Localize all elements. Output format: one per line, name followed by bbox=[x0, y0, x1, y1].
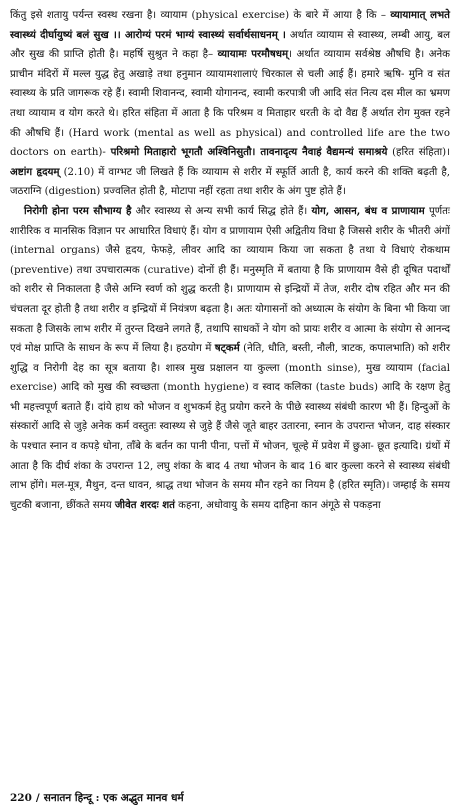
text-run: अर्थात व्यायाम से स्वास्थ्य, लम्बी आयु, बल और सुख की प्राप्ति होती है। महर्षि सुश्रुत ने कहा है– bbox=[10, 29, 450, 61]
text-run: कहना, अधोवायु के समय दाहिना कान अंगूठे से पकड़ना bbox=[174, 499, 381, 511]
text-run: (नेति, धौति, बस्ती, नौली, त्राटक, कपालभाति) को शरीर शुद्धि व निरोगी देह का सूत्र बताया है। शास्त्र मुख प्रक्षालन या कुल्ला (month sinse), मुख व्यायाम (facial exercise) आदि को मुख की स्वच्छता (month hygiene) व स्वाद कलिका (taste buds) आदि के रक्षण हेतु भी महत्त्वपूर्ण बताते हैं। दांये हाथ को भोजन व शुभकर्म हेतु प्रयोग करने के पीछे स्वास्थ्य संबंधी कारण भी हैं। हिन्दुओं के संस्कारों आदि से जुड़े अनेक कर्म वस्तुतः स्वास्थ्य से जुड़े हैं जैसे जूते बाहर उतारना, स्नान के उपरान्त भोजन, दाह संस्कार के पश्चात स्नान व कपड़े धोना, ताँबे के बर्तन का पानी पीना, पत्तों में भोजन, चूल्हे में प्रवेश में छुआ- छूत इत्यादि। ग्रंथों में आता है कि दीर्घ शंका के उपरान्त 12, लघु शंका के बाद 4 तथा भोजन के बाद 16 बार कुल्ला करने से स्वास्थ्य संबंधी लाभ होंगे। मल-मूत्र, मैथुन, दन्त धावन, श्राद्ध तथा भोजन के समय मौन रहने का नियम है (हरित स्मृति)। जम्हाई के समय चुटकी बजाना, छींकते समय bbox=[10, 343, 450, 511]
text-run: पूर्णतः शारीरिक व मानसिक विज्ञान पर आधारित विधाएं हैं। योग व प्राणायाम ऐसी अद्वितीय विधा है जिससे शरीर के भीतरी अंगों (internal organs) जैसे हृदय, फेफड़े, लीवर आदि का व्यायाम किया जा सकता है तथा ये विधाएं रोकथाम (preventive) तथा उपचारात्मक (curative) दोनों ही हैं। मनुस्मृति में बताया है कि प्राणायाम वैसे ही दूषित पदार्थों को शरीर से निकालता है जैसे अग्नि स्वर्ण को शुद्ध करती है। प्राणायाम से इन्द्रियों में तेज, शरीर दोष रहित और मन की चंचलता दूर होती है तथा शरीर व इन्द्रियों में नियंत्रण बढ़ता है। अतः योगासनों को अध्यात्म के संयोग के बिना भी किया जा सकता है जिसके लाभ शरीर में तुरन्त दिखने लगते हैं, तथापि साधकों ने योग को प्रायः शरीर व आत्मा के संयोग से आनन्द एवं मोक्ष प्राप्ति के साधन के रूप में लिया है। हठयोग में bbox=[10, 205, 450, 355]
bold-phrase: षट्कर्म bbox=[214, 342, 240, 355]
bold-phrase: परिश्रमो मिताहारो भूगतौ अश्विनिसुतौ। तावनादृत्य नैवाहं वैद्यमन्यं समाश्रये bbox=[110, 146, 388, 159]
text-run: किंतु इसे शतायु पर्यन्त स्वस्थ रखना है। व्यायाम (physical exercise) के बारे में आया है कि – bbox=[10, 10, 391, 21]
footer-separator: / bbox=[35, 792, 40, 804]
bold-phrase: अष्टांग हृदयम् bbox=[10, 165, 60, 178]
page-footer bbox=[10, 791, 184, 805]
bold-phrase: व्यायामात् लभते स्वास्थ्यं दीर्घायुष्यं बलं सुख ।। आरोग्यं परमं भाग्यं स्वास्थ्यं सर्वार्थसाधनम् । bbox=[10, 9, 450, 41]
text-run: और स्वास्थ्य से अन्य सभी कार्य सिद्ध होते हैं। bbox=[131, 205, 312, 217]
text-run: (हरित संहिता)। bbox=[387, 147, 450, 159]
bold-phrase: जीवेत शरदः शतं bbox=[114, 498, 175, 511]
paragraph-exercise bbox=[10, 6, 450, 202]
text-run: । अर्थात व्यायाम सर्वश्रेष्ठ औषधि है। अनेक प्राचीन मंदिरों में मल्ल युद्ध हेतु अखाड़े तथा हनुमान व्यायामशालाएं चिरकाल से चली आई हैं। हमारे ऋषि- मुनि व संत स्वास्थ्य के प्रति जागरूक रहे हैं। स्वामी शिवानन्द, स्वामी योगानन्द, स्वामी करपात्री जी आदि संत नित्य दस मील का भ्रमण तथा व्यायाम व योग करते थे। हरित संहिता में आता है कि परिश्रम व मिताहार धरती के दो वैद्य हैं अर्थात रोग मुक्त रहने की औषधि हैं। (Hard work (mental as well as physical) and controlled life are the two doctors on earth)- bbox=[10, 49, 450, 159]
bold-phrase: निरोगी होना परम सौभाग्य है bbox=[24, 204, 132, 217]
text-run: (2.10) में वाग्भट जी लिखते हैं कि व्यायाम से शरीर में स्फूर्ति आती है, कार्य करने की शक्ति बढ़ती है, जठराग्नि (digestion) प्रज्वलित होती है, मोटापा नहीं रहता तथा शरीर के अंग पुष्ट होते हैं। bbox=[10, 166, 450, 198]
paragraph-yoga bbox=[10, 202, 450, 516]
bold-phrase: व्यायामः परमौषधम् bbox=[217, 48, 289, 61]
bold-phrase: योग, आसन, बंध व प्राणायाम bbox=[311, 204, 425, 217]
page-number: 220 bbox=[10, 792, 32, 804]
book-title: सनातन हिन्दू : एक अद्भुत मानव धर्म bbox=[43, 792, 184, 804]
